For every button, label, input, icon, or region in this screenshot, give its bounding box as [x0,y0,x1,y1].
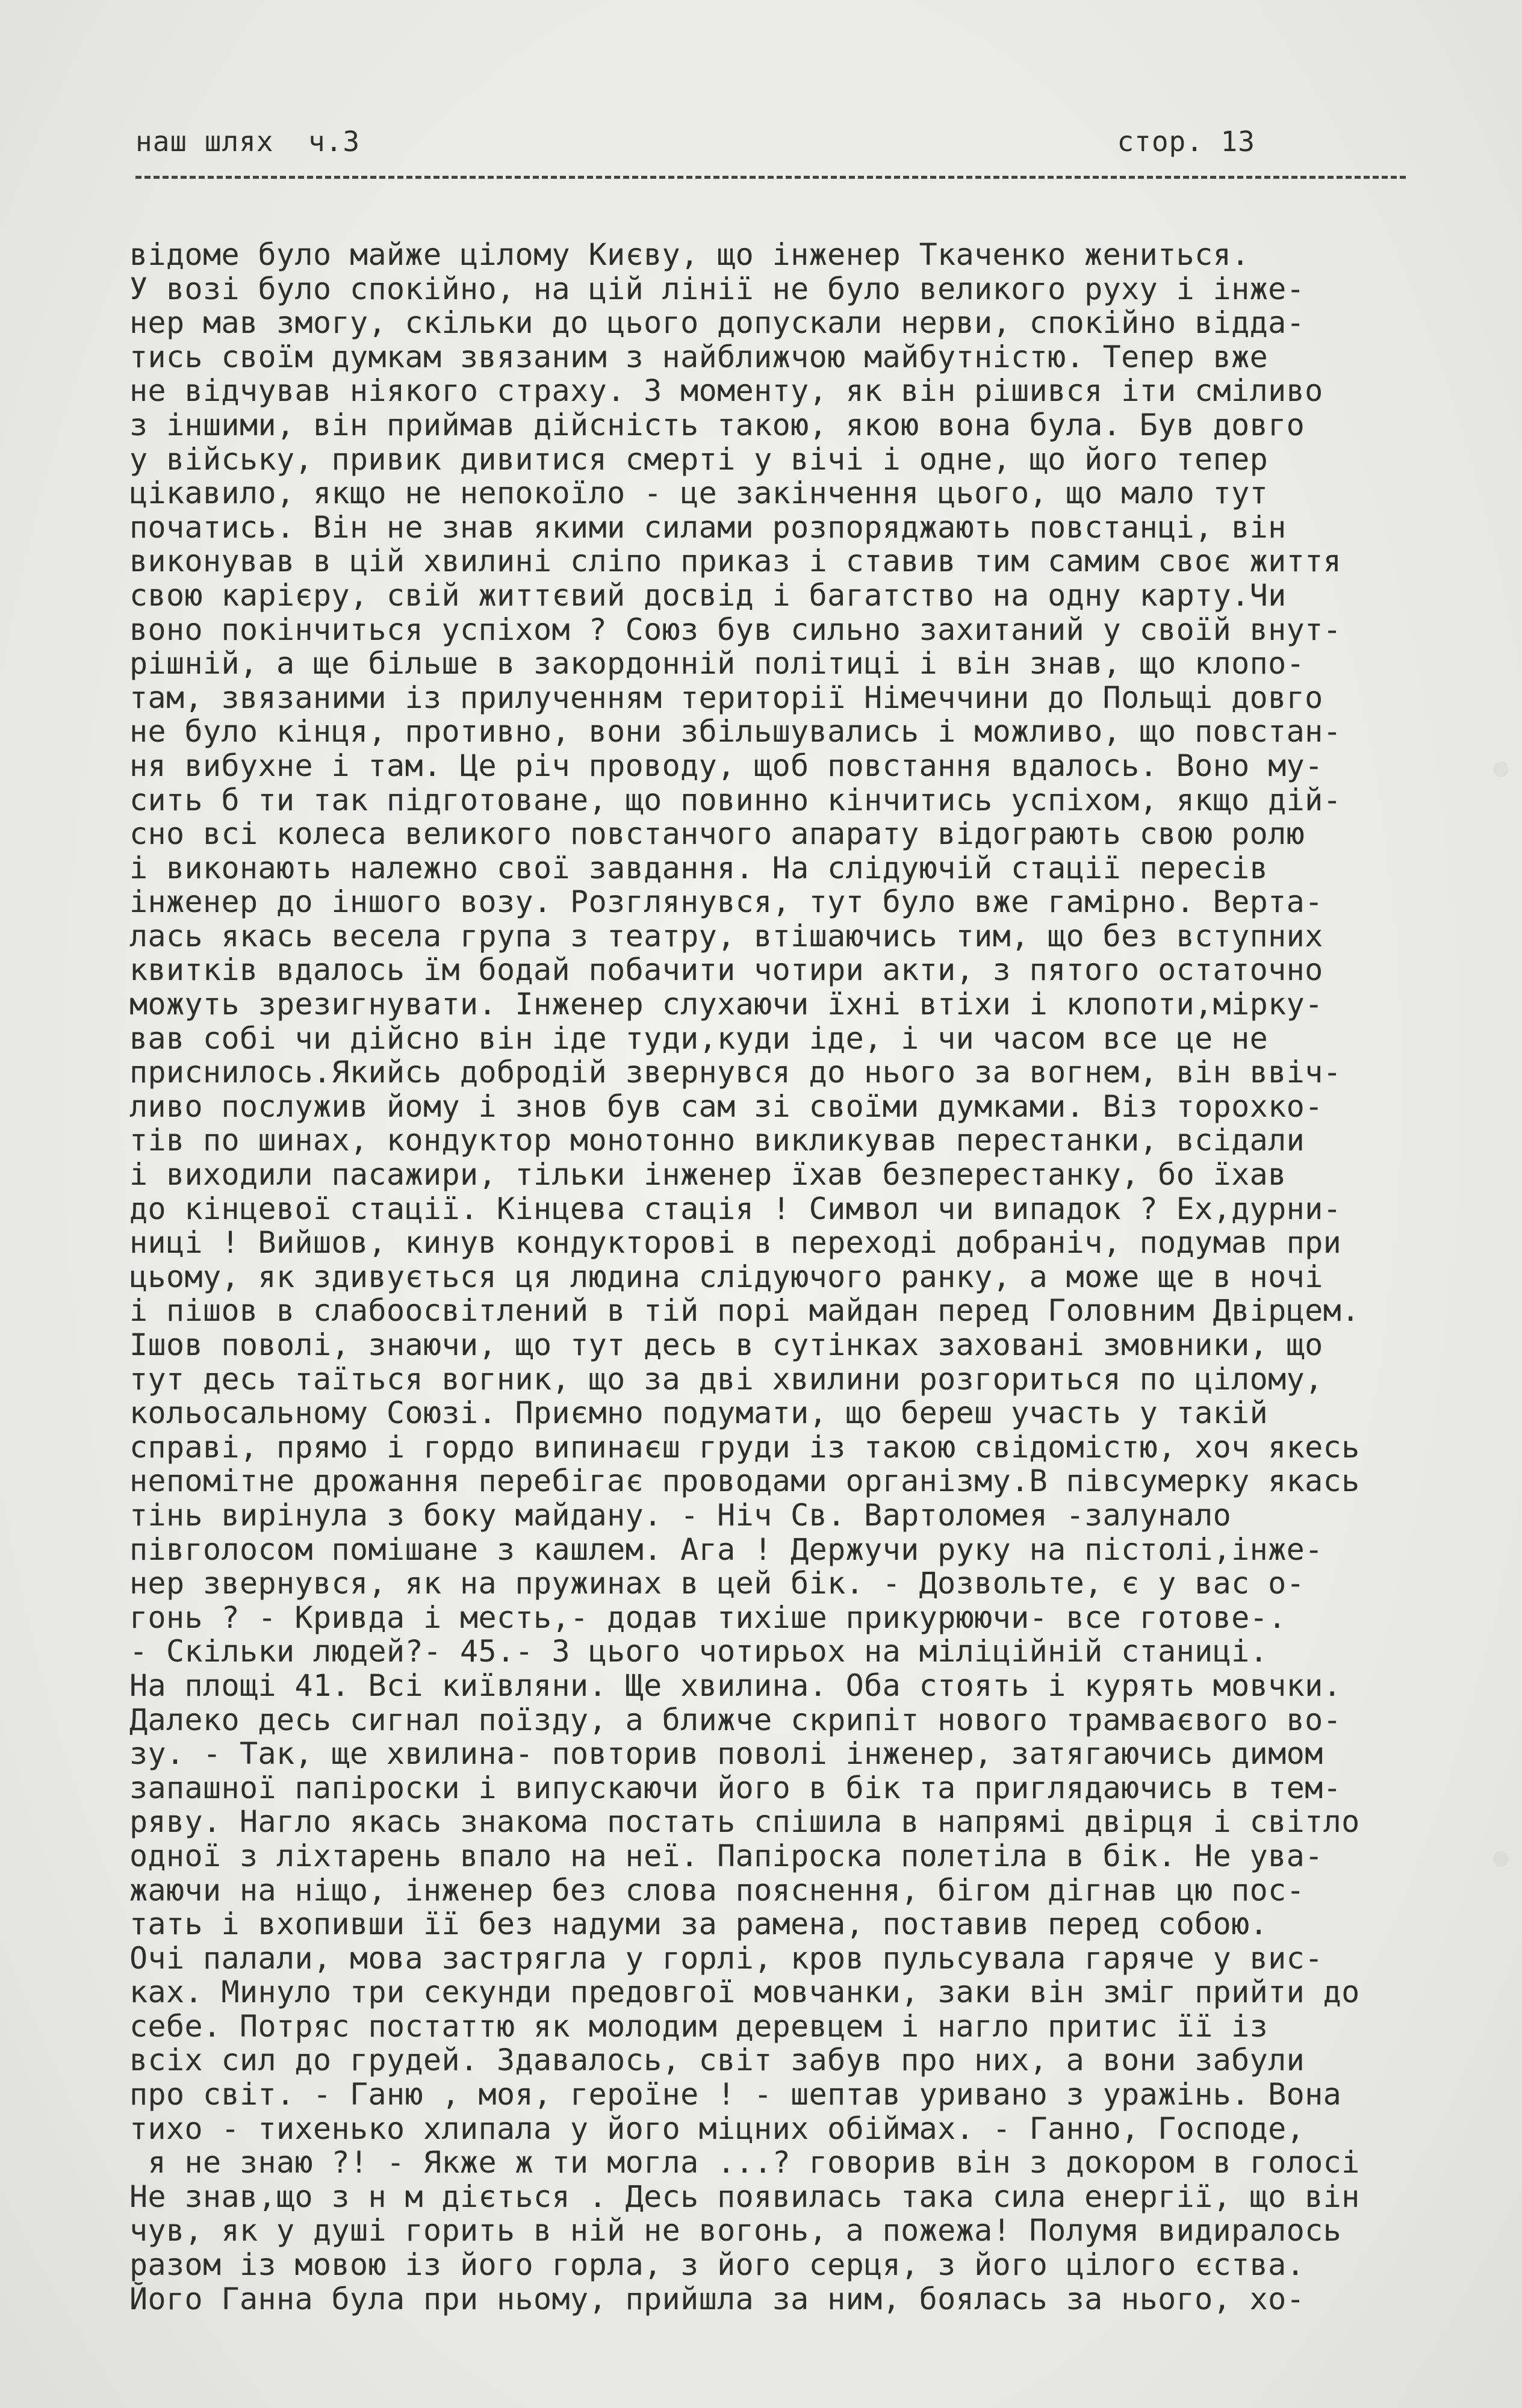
text-line: На площі 41. Всі київляни. Ще хвилина. Оба стоять і курять мовчки. [129,1668,1342,1703]
text-line: всіх сил до грудей. Здавалось, світ забув про них, а вони забули [129,2043,1305,2078]
text-line: нер звернувся, як на пружинах в цей бік. - Дозвольте, є у вас о- [129,1566,1305,1601]
text-line: одної з ліхтарень впало на неї. Папіроска полетіла в бік. Не ува- [129,1839,1323,1873]
text-line: чув, як у душі горить в ній не вогонь, а пожежа! Полумя видиралось [129,2214,1342,2248]
page-number: стор. 13 [1117,125,1255,158]
text-line: не було кінця, противно, вони збільшувались і можливо, що повстан- [129,715,1342,749]
text-line: сить б ти так підготоване, що повинно кінчитись успіхом, якщо дій- [129,783,1342,818]
text-line: відоме було майже цілому Києву, що інженер Ткаченко жениться. [129,238,1250,272]
punch-hole-mark [1493,762,1509,777]
text-line: приснилось.Якийсь добродій звернувся до нього за вогнем, він ввіч- [129,1055,1342,1090]
text-line: лась якась весела група з театру, втішаючись тим, що без вступних [129,919,1323,954]
text-line: про світ. - Ганю , моя, героїне ! - шептав уривано з уражінь. Вона [129,2078,1342,2112]
text-line: Не знав,що з н м діється . Десь появилась така сила енергії, що він [129,2179,1360,2214]
text-line: непомітне дрожання перебігає проводами організму.В півсумерку якась [129,1464,1360,1498]
text-line: гонь ? - Кривда і месть,- додав тихіше прикурюючи- все готове-. [129,1600,1287,1635]
publication-title: наш шлях ч.3 [135,125,361,158]
text-line: зу. - Так, ще хвилина- повторив поволі інженер, затягаючись димом [129,1737,1323,1771]
text-line: свою карієру, свій життєвий досвід і багатство на одну карту.Чи [129,578,1287,613]
text-line: тів по шинах, кондуктор монотонно викликував перестанки, всідали [129,1123,1305,1158]
text-line: у війську, привик дивитися смерті у вічі і одне, що його тепер [129,442,1269,477]
text-line: запашної папіроски і випускаючи його в бік та приглядаючись в тем- [129,1770,1342,1805]
text-line: інженер до іншого возу. Розглянувся, тут було вже гамірно. Верта- [129,885,1323,919]
text-line: воно покінчиться успіхом ? Союз був сильно захитаний у своїй внут- [129,612,1342,647]
text-line: не відчував ніякого страху. З моменту, як він рішився іти сміливо [129,374,1323,408]
text-line: жаючи на ніщо, інженер без слова пояснення, бігом дігнав цю пос- [129,1873,1305,1908]
text-line: тут десь таїться вогник, що за дві хвилини розгориться по цілому, [129,1362,1323,1397]
text-line: Ішов поволі, знаючи, що тут десь в сутінках заховані змовники, що [129,1328,1323,1362]
text-line: я не знаю ?! - Якже ж ти могла ...? говорив він з докором в голосі [129,2146,1360,2180]
text-line: ках. Минуло три секунди предовгої мовчанки, заки він зміг прийти до [129,1975,1360,2009]
text-line: тись своїм думкам звязаним з найближчою майбутністю. Тепер вже [129,340,1269,374]
text-line: - Скільки людей?- 45.- З цього чотирьох на міліційній станиці. [129,1634,1269,1669]
text-line: тать і вхопивши її без надуми за рамена, поставив перед собою. [129,1907,1269,1941]
body-text [129,238,1466,2316]
text-line: нер мав змогу, скільки до цього допускали нерви, спокійно відда- [129,306,1305,340]
text-line: тихо - тихенько хлипала у його міцних обіймах. - Ганно, Господе, [129,2111,1305,2146]
text-line: і виконають належно свої завдання. На слідуючій стації пересів [129,851,1269,886]
text-line: ряву. Нагло якась знакома постать спішила в напрямі двірця і світло [129,1805,1360,1839]
text-line: можуть зрезигнувати. Інженер слухаючи їхні втіхи і клопоти,мірку- [129,987,1323,1022]
punch-hole-mark [1493,1851,1509,1867]
text-line: Далеко десь сигнал поїзду, а ближче скрипіт нового трамваєвого во- [129,1702,1342,1737]
text-line: Його Ганна була при ньому, прийшла за ним, боялась за нього, хо- [129,2282,1305,2316]
header-divider [135,176,1406,179]
text-line: справі, прямо і гордо випинаєш груди із такою свідомістю, хоч якесь [129,1430,1360,1465]
text-line: вав собі чи дійсно він іде туди,куди іде, і чи часом все це не [129,1021,1269,1056]
text-line: цікавило, якщо не непокоїло - це закінчення цього, що мало тут [129,476,1269,510]
text-line: початись. Він не знав якими силами розпоряджають повстанці, він [129,510,1287,545]
text-line: разом із мовою із його горла, з його серця, з його цілого єства. [129,2248,1305,2282]
text-line: з іншими, він приймав дійсність такою, якою вона була. Був довго [129,408,1305,442]
text-line: цьому, як здивується ця людина слідуючого ранку, а може ще в ночі [129,1259,1323,1294]
text-line: там, звязаними із прилученням території Німеччини до Польщі довго [129,680,1323,715]
text-line: до кінцевої стації. Кінцева стація ! Символ чи випадок ? Ех,дурни- [129,1191,1342,1226]
text-line: і виходили пасажири, тільки інженер їхав безперестанку, бо їхав [129,1158,1287,1192]
page-header [135,120,1406,163]
text-line: виконував в цій хвилині сліпо приказ і ставив тим самим своє життя [129,544,1342,579]
text-line: квитків вдалось їм бодай побачити чотири акти, з пятого остаточно [129,953,1323,988]
text-line: півголосом помішане з кашлем. Ага ! Держучи руку на пістолі,інже- [129,1532,1323,1567]
text-line: тінь вирінула з боку майдану. - Ніч Св. Вартоломея -залунало [129,1498,1232,1533]
text-line: Очі палали, мова застрягла у горлі, кров пульсувала гаряче у вис- [129,1941,1323,1976]
text-line: ливо послужив йому і знов був сам зі своїми думками. Віз торохко- [129,1089,1323,1124]
text-line: ниці ! Вийшов, кинув кондукторові в переході добраніч, подумав при [129,1226,1342,1260]
text-line: сно всі колеса великого повстанчого апарату відограють свою ролю [129,817,1305,851]
text-line: ня вибухне і там. Це річ проводу, щоб повстання вдалось. Воно му- [129,748,1323,783]
text-line: У возі було спокійно, на цій лінії не було великого руху і інже- [129,272,1305,306]
text-line: кольосальному Союзі. Приємно подумати, що береш участь у такій [129,1396,1269,1430]
text-line: себе. Потряс постаттю як молодим деревцем і нагло притис її із [129,2009,1269,2044]
text-line: і пішов в слабоосвітлений в тій порі майдан перед Головним Двірцем. [129,1294,1360,1328]
text-line: рішній, а ще більше в закордонній політиці і він знав, що клопо- [129,647,1305,681]
